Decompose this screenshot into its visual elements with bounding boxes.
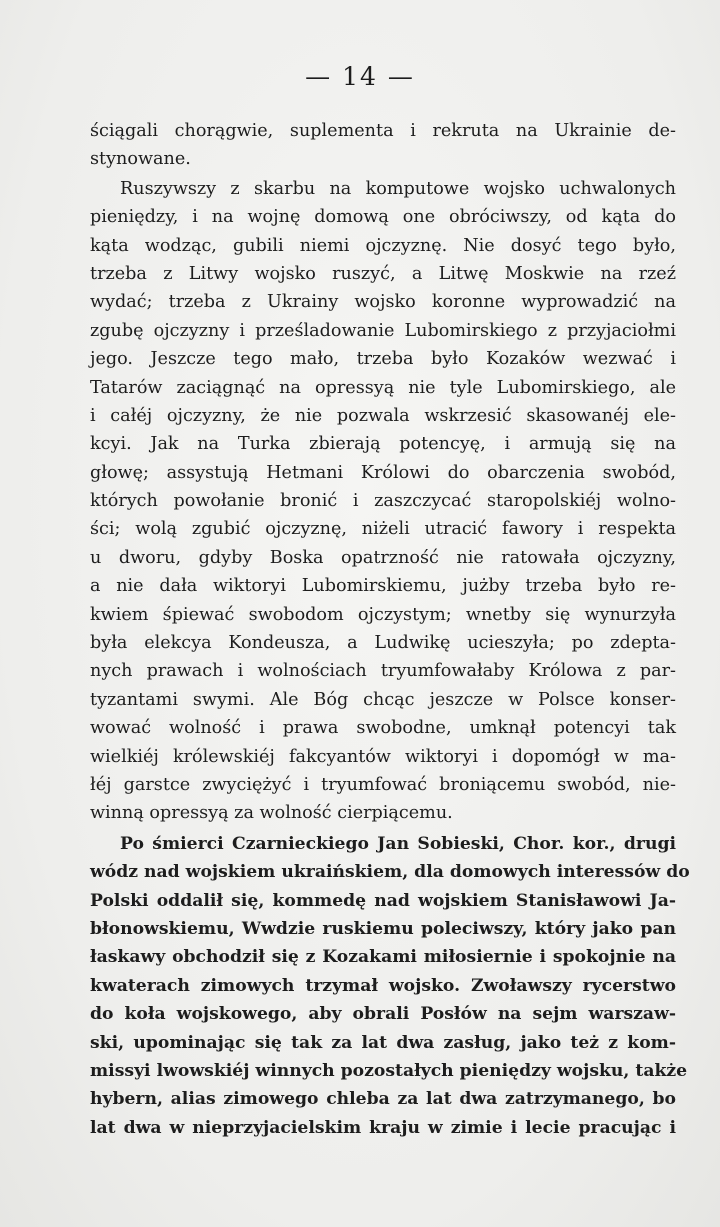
text-line: łaskawy obchodził się z Kozakami miłosiernie i spokojnie na xyxy=(90,947,676,968)
text-line: kwiem śpiewać swobodom ojczystym; wnetby się wynurzyła xyxy=(90,604,676,625)
text-line: pieniędzy, i na wojnę domową one obróciwszy, od kąta do xyxy=(90,207,676,228)
text-line: których powołanie bronić i zaszczycać staropolskiéj wolno- xyxy=(90,491,676,512)
text-line: kcyi. Jak na Turka zbierają potencyę, i armują się na xyxy=(90,434,676,455)
paragraph-2 xyxy=(90,175,676,828)
text-line: kwaterach zimowych trzymał wojsko. Zwoławszy rycerstwo xyxy=(90,975,676,996)
text-line: ściągali chorągwie, suplementa i rekruta na Ukrainie de- xyxy=(90,121,676,141)
text-line: hybern, alias zimowego chleba za lat dwa zatrzymanego, bo xyxy=(90,1089,676,1110)
text-line: Ruszywszy z skarbu na komputowe wojsko uchwalonych xyxy=(120,178,676,199)
text-line: Po śmierci Czarnieckiego Jan Sobieski, Chor. kor., drugi xyxy=(120,833,676,854)
text-line: do koła wojskowego, aby obrali Posłów na sejm warszaw- xyxy=(90,1004,676,1025)
text-line: łéj garstce zwyciężyć i tryumfować broniącemu swobód, nie- xyxy=(90,774,676,795)
text-line: i całéj ojczyzny, że nie pozwala wskrzesić skasowanéj ele- xyxy=(90,405,676,426)
text-line: zgubę ojczyzny i prześladowanie Lubomirskiego z przyjaciołmi xyxy=(90,320,676,341)
page-number: — 14 — xyxy=(305,62,415,91)
text-line: trzeba z Litwy wojsko ruszyć, a Litwę Moskwie na rzeź xyxy=(90,263,676,284)
text-line: wielkiéj królewskiéj fakcyantów wiktoryi i dopomógł w ma- xyxy=(90,746,676,767)
text-line: wódz nad wojskiem ukraińskiem, dla domowych interessów do xyxy=(90,862,690,883)
text-line: błonowskiemu, Wwdzie ruskiemu polecіwszy, który jako pan xyxy=(90,918,676,939)
text-line: u dworu, gdyby Boska opatrzność nie ratowała ojczyzny, xyxy=(90,547,676,568)
text-line: głowę; assystują Hetmani Królowi do obarczenia swobód, xyxy=(90,462,676,483)
text-line: wować wolność i prawa swobodne, umknął potencyi tak xyxy=(90,718,676,739)
text-line: stynowane. xyxy=(90,149,191,170)
text-line: tyzantami swymi. Ale Bóg chcąc jeszcze w Polsce konser- xyxy=(90,689,676,710)
text-line: Polski oddalił się, kommedę nad wojskiem Stanisławowi Ja- xyxy=(90,890,676,911)
text-line: kąta wodząc, gubili niemi ojczyznę. Nie dosyć tego było, xyxy=(90,235,676,256)
text-line: a nie dała wiktoryi Lubomirskiemu, jużby trzeba było re- xyxy=(90,576,676,597)
text-line: winną opressyą za wolność cierpiącemu. xyxy=(90,803,453,824)
paragraph-1 xyxy=(90,117,676,174)
text-line: jego. Jeszcze tego mało, trzeba było Kozaków wezwać i xyxy=(90,349,676,370)
text-line: ści; wolą zgubić ojczyznę, niżeli utracić fawory i respekta xyxy=(90,519,676,540)
paragraph-3 xyxy=(90,830,690,1142)
text-line: Tatarów zaciągnąć na opressyą nie tyle Lubomirskiego, ale xyxy=(90,377,676,398)
body-text xyxy=(90,117,690,1142)
text-line: missyi lwowskiéj winnych pozostałych pieniędzy wojsku, także xyxy=(90,1060,688,1081)
text-line: wydać; trzeba z Ukrainy wojsko koronne wyprowadzić na xyxy=(90,292,676,313)
text-line: lat dwa w nieprzyjacielskim kraju w zimie i lecie pracując i xyxy=(90,1117,676,1138)
text-line: była elekcya Kondeusza, a Ludwikę ucieszyła; po zdepta- xyxy=(90,633,676,654)
text-line: ski, upominając się tak za lat dwa zasług, jako też z kom- xyxy=(90,1032,676,1053)
text-line: nych prawach i wolnościach tryumfowałaby Królowa z par- xyxy=(90,661,676,682)
